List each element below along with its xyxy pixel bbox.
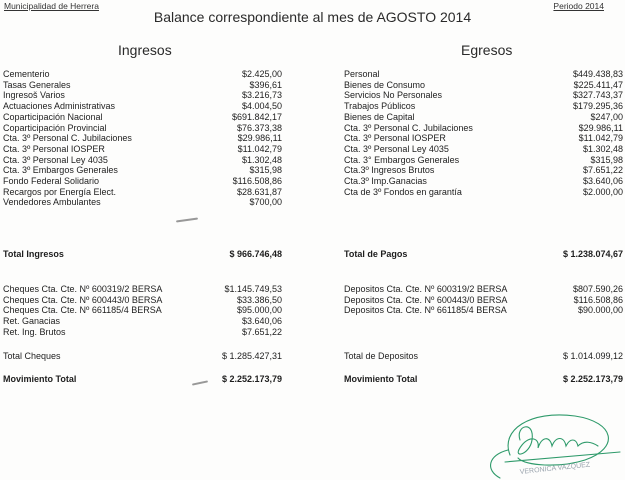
egresos-row-label: Cta.3º Imp.Ganacias: [344, 176, 427, 186]
egresos-row-label: Cta. 3º Personal C. Jubilaciones: [344, 122, 473, 133]
egresos-heading: Egresos: [461, 42, 513, 58]
ingresos-row: [3, 80, 282, 91]
total-pagos: [344, 249, 623, 260]
ingresos-row-label: Cta. 3º Personal Ley 4035: [3, 154, 108, 165]
total-ingresos-label: Total Ingresos: [3, 249, 64, 259]
egresos-row: [344, 165, 623, 176]
signature-stamp-text: VERONICA VAZQUEZ: [519, 461, 591, 476]
ingresos-row: [3, 197, 282, 208]
egresos-row-label: Trabajos Públicos: [344, 101, 416, 112]
movimiento-total-egresos-label: Movimiento Total: [344, 374, 418, 384]
egresos-row-label: Cta de 3º Fondos en garantía: [344, 186, 462, 197]
ingresos-row: [3, 144, 282, 155]
egresos-row-label: Cta.3º Ingresos Brutos: [344, 165, 435, 176]
cheques-row-label: Cheques Cta. Cte. Nº 661185/4 BERSA: [3, 305, 162, 316]
signature-tail: [491, 450, 508, 478]
ingresos-row-value: $28.631,87: [236, 186, 282, 197]
egresos-row-label: Cta. 3º Personal IOSPER: [344, 133, 446, 144]
depositos-row: [344, 295, 623, 306]
ingresos-heading: Ingresos: [118, 42, 172, 58]
total-depositos-value: $ 1.014.099,12: [562, 351, 623, 361]
document-title: Balance correspondiente al mes de AGOSTO 2014: [153, 9, 472, 25]
signature-stroke: [518, 427, 598, 454]
ingresos-row: [3, 69, 282, 80]
total-pagos-value: $ 1.238.074,67: [562, 249, 623, 259]
total-depositos-label: Total de Depositos: [344, 351, 419, 361]
ingresos-row-label: Actuaciones Administrativas: [3, 101, 116, 112]
movimiento-total-ingresos: [3, 374, 282, 385]
depositos-row: [344, 305, 623, 316]
period-label: Periodo 2014: [553, 1, 604, 11]
cheques-row-label: Ret. Ganacias: [3, 316, 61, 327]
ingresos-row-value: $396,61: [249, 79, 282, 90]
egresos-row: [344, 187, 623, 198]
ingresos-row-value: $29.986,11: [237, 133, 282, 144]
egresos-row: [344, 123, 623, 134]
ingresos-row-label: Coparticipación Nacional: [3, 111, 103, 122]
organization-name: Municipalidad de Herrera: [4, 1, 99, 11]
ingresos-row: [3, 123, 282, 134]
movimiento-total-ingresos-label: Movimiento Total: [3, 374, 77, 384]
egresos-row: [344, 112, 623, 123]
ingresos-row-label: Tasas Generales: [3, 79, 71, 90]
ingresos-row-value: $3.216,73: [241, 90, 282, 101]
egresos-row-value: $179.295,36: [572, 101, 623, 112]
egresos-row: [344, 176, 623, 187]
egresos-row: [344, 90, 623, 101]
ingresos-row-label: Coparticipación Provincial: [3, 122, 107, 133]
movimiento-total-egresos-value: $ 2.252.173,79: [562, 374, 623, 384]
cheques-row: [3, 327, 282, 338]
depositos-row-label: Depositos Cta. Cte. Nº 661185/4 BERSA: [344, 305, 507, 316]
egresos-row-value: $247,00: [590, 111, 623, 122]
cheques-row-label: Cheques Cta. Cte. Nº 600319/2 BERSA: [3, 284, 163, 294]
cheques-row: [3, 305, 282, 316]
egresos-row: [344, 133, 623, 144]
depositos-row-value: $90.000,00: [577, 305, 623, 316]
ingresos-row-label: Cta. 3º Embargos Generales: [3, 165, 118, 176]
ingresos-row-label: Vendedores Ambulantes: [3, 197, 101, 208]
depositos-row-label: Depositos Cta. Cte. Nº 600319/2 BERSA: [344, 284, 508, 294]
ingresos-row-value: $4.004,50: [241, 101, 282, 112]
ingresos-row-value: $315,98: [249, 165, 282, 176]
egresos-row-value: $225.411,47: [573, 79, 623, 90]
cheques-row: [3, 295, 282, 306]
movimiento-total-ingresos-value: $ 2.252.173,79: [221, 374, 282, 384]
ingresos-row: [3, 187, 282, 198]
signature-stamp: [480, 400, 625, 480]
ingresos-row-label: Recargos por Energía Elect.: [3, 186, 117, 197]
egresos-row-value: $7.651,22: [582, 165, 623, 176]
cheques-row-label: Cheques Cta. Cte. Nº 600443/0 BERSA: [3, 294, 163, 305]
ingresos-row-value: $691.842,17: [231, 111, 282, 122]
total-cheques: [3, 351, 282, 362]
cheques-row-value: $7.651,22: [241, 326, 282, 337]
egresos-row-value: $327.743,37: [572, 90, 623, 101]
cheques-row: [3, 316, 282, 327]
ingresos-row: [3, 155, 282, 166]
total-ingresos-value: $ 966.746,48: [229, 249, 282, 259]
cheques-row-value: $95.000,00: [236, 305, 282, 316]
ingresos-row-value: $2.425,00: [241, 69, 282, 79]
cheques-row-value: $1.145.749,53: [224, 284, 282, 294]
total-cheques-label: Total Cheques: [3, 351, 61, 361]
ingresos-row-value: $11.042,79: [237, 143, 282, 154]
ingresos-row-value: $76.373,38: [236, 122, 282, 133]
egresos-row-value: $29.986,11: [578, 122, 623, 133]
total-depositos: [344, 351, 623, 362]
total-pagos-label: Total de Pagos: [344, 249, 408, 259]
ingresos-row: [3, 101, 282, 112]
movimiento-total-egresos: [344, 374, 623, 385]
egresos-row-label: Cta. 3° Embargos Generales: [344, 154, 460, 165]
ingresos-row-label: Ingresoš Varios: [3, 90, 65, 101]
ingresos-row: [3, 133, 282, 144]
egresos-row-label: Personal: [344, 69, 380, 79]
egresos-row-value: $315,98: [590, 154, 623, 165]
ingresos-row: [3, 112, 282, 123]
egresos-row-label: Servicios No Personales: [344, 90, 443, 101]
depositos-row-value: $807.590,26: [572, 284, 623, 294]
ingresos-row: [3, 165, 282, 176]
ingresos-row-label: Cementerio: [3, 69, 50, 79]
egresos-row-value: $1.302,48: [582, 143, 623, 154]
cheques-row-value: $3.640,06: [241, 316, 282, 327]
ingresos-row-label: Cta. 3º Personal C. Jubilaciones: [3, 133, 132, 144]
egresos-row-value: $2.000,00: [582, 186, 623, 197]
egresos-row-value: $11.042,79: [578, 133, 623, 144]
egresos-row-value: $449.438,83: [572, 69, 623, 79]
egresos-row-label: Bienes de Capital: [344, 111, 415, 122]
cheques-row: [3, 284, 282, 295]
depositos-row: [344, 284, 623, 295]
ingresos-row-value: $700,00: [249, 197, 282, 208]
depositos-row-label: Depositos Cta. Cte. Nº 600443/0 BERSA: [344, 294, 508, 305]
depositos-row-value: $116.508,86: [573, 294, 623, 305]
ingresos-row: [3, 176, 282, 187]
egresos-row: [344, 80, 623, 91]
ingresos-row-value: $1.302,48: [241, 154, 282, 165]
cheques-row-value: $33.386,50: [236, 294, 282, 305]
ink-smudge: [176, 217, 198, 222]
egresos-row: [344, 69, 623, 80]
egresos-row: [344, 155, 623, 166]
total-cheques-value: $ 1.285.427,31: [221, 351, 282, 361]
egresos-row-label: Cta. 3º Personal Ley 4035: [344, 143, 449, 154]
total-ingresos: [3, 249, 282, 260]
ingresos-row-value: $116.508,86: [232, 176, 282, 186]
egresos-row: [344, 144, 623, 155]
ingresos-row: [3, 90, 282, 101]
cheques-row-label: Ret. Ing. Brutos: [3, 326, 66, 337]
egresos-row-label: Bienes de Consumo: [344, 79, 426, 90]
egresos-row-value: $3.640,06: [582, 176, 623, 186]
ingresos-row-label: Cta. 3º Personal IOSPER: [3, 143, 105, 154]
egresos-row: [344, 101, 623, 112]
ingresos-row-label: Fondo Federal Solidario: [3, 176, 100, 186]
